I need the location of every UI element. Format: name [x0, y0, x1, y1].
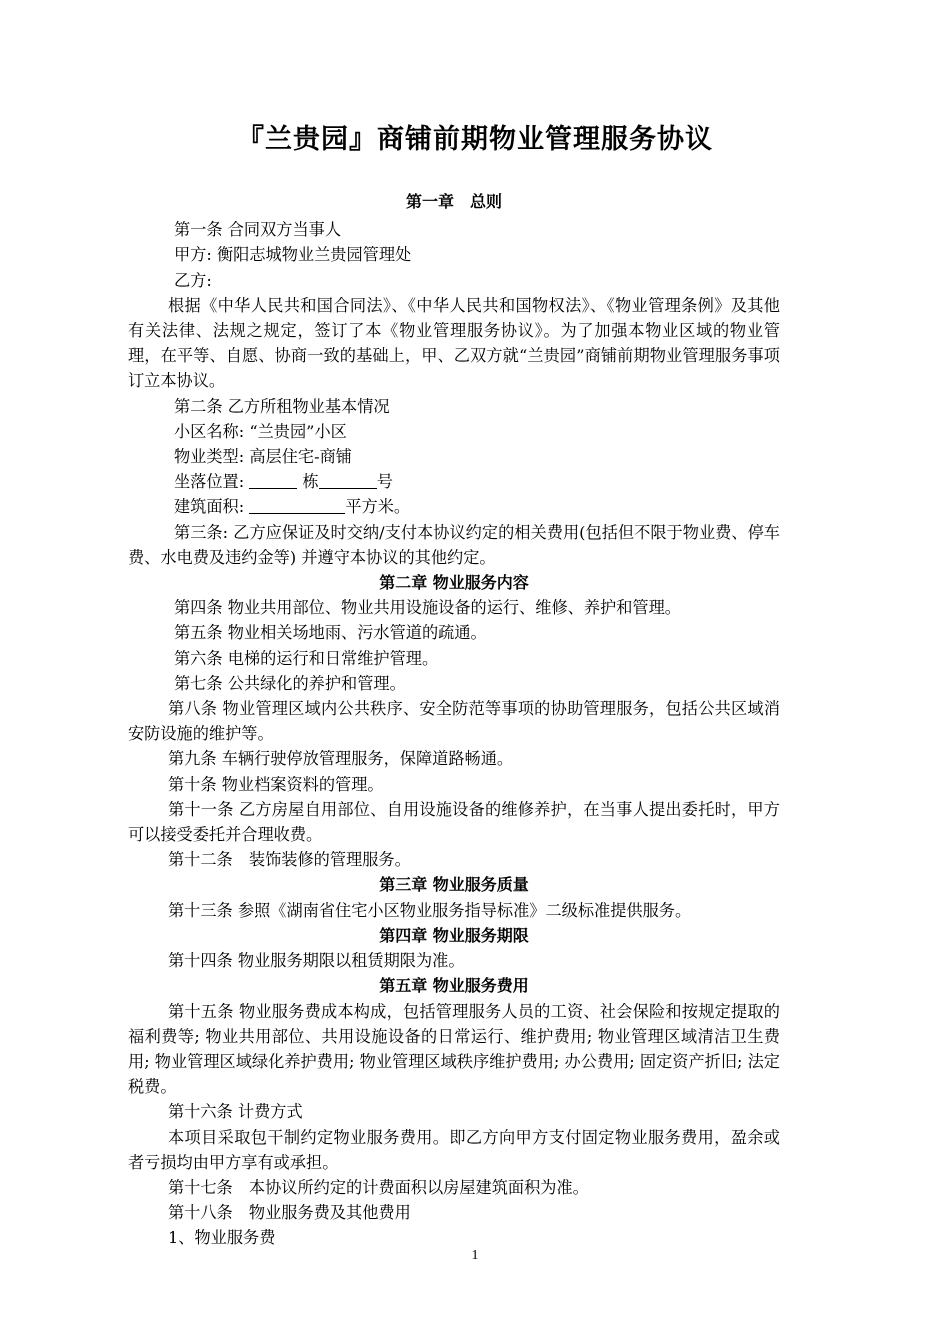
article-13: 第十三条 参照《湖南省住宅小区物业服务指导标准》二级标准提供服务。 — [168, 900, 692, 920]
location-end: 号 — [376, 472, 393, 492]
fee-item-1: 1、物业服务费 — [168, 1228, 276, 1248]
article-14: 第十四条 物业服务期限以租赁期限为准。 — [168, 951, 465, 971]
property-location — [128, 469, 780, 494]
chapter-1-heading: 第一章 总则 — [405, 192, 502, 211]
article-10: 第十条 物业档案资料的管理。 — [168, 774, 384, 794]
article-7: 第七条 公共绿化的养护和管理。 — [174, 673, 406, 693]
article-5: 第五条 物业相关场地雨、污水管道的疏通。 — [174, 623, 487, 643]
article-17: 第十七条 本协议所约定的计费面积以房屋建筑面积为准。 — [168, 1177, 589, 1197]
article-9: 第九条 车辆行驶停放管理服务，保障道路畅通。 — [168, 749, 514, 769]
party-b: 乙方: — [174, 270, 212, 290]
location-label: 坐落位置: — [174, 472, 245, 492]
article-3: 第三条: 乙方应保证及时交纳/支付本协议约定的相关费用(包括但不限于物业费、停车费、水电费及违约金等) 并遵守本协议的其他约定。 — [128, 522, 780, 567]
building-number-blank — [249, 472, 297, 489]
building-area — [128, 494, 780, 519]
area-blank — [249, 497, 345, 514]
article-6: 第六条 电梯的运行和日常维护管理。 — [174, 648, 439, 668]
chapter-2-heading: 第二章 物业服务内容 — [379, 573, 529, 593]
page-number: 1 — [471, 1248, 479, 1263]
chapter-4-heading: 第四章 物业服务期限 — [379, 925, 529, 945]
document-body — [128, 189, 780, 1251]
article-15: 第十五条 物业服务费成本构成，包括管理服务人员的工资、社会保险和按规定提取的福利费等; 物业共用部位、共用设施设备的日常运行、维护费用; 物业管理区域清洁卫生费用; 物业管理区域绿化养护费用; 物业管理区域秩序维护费用; 办公费用; 固定资产折旧; 法定税费。 — [128, 1001, 780, 1097]
area-label: 建筑面积: — [174, 497, 245, 517]
unit-number-blank — [319, 472, 377, 489]
party-a: 甲方: 衡阳志城物业兰贵园管理处 — [174, 245, 412, 265]
article-8: 第八条 物业管理区域内公共秩序、安全防范等事项的协助管理服务，包括公共区域消安防设施的维护等。 — [128, 699, 780, 744]
article-4: 第四条 物业共用部位、物业共用设施设备的运行、维修、养护和管理。 — [174, 598, 681, 618]
article-1: 第一条 合同双方当事人 — [174, 220, 342, 240]
community-name: 小区名称: “兰贵园”小区 — [174, 421, 347, 441]
chapter-5-heading: 第五章 物业服务费用 — [379, 976, 529, 996]
article-16: 第十六条 计费方式 — [168, 1102, 303, 1122]
area-unit: 平方米。 — [345, 497, 411, 517]
article-11: 第十一条 乙方房屋自用部位、自用设施设备的维修养护，在当事人提出委托时，甲方可以接受委托并合理收费。 — [128, 799, 780, 845]
article-12: 第十二条 装饰装修的管理服务。 — [168, 850, 411, 870]
property-type: 物业类型: 高层住宅-商铺 — [174, 447, 352, 467]
article-16-body: 本项目采取包干制约定物业服务费用。即乙方向甲方支付固定物业服务费用，盈余或者亏损均由甲方享有或承担。 — [128, 1127, 780, 1172]
document-title: 『兰贵园』商铺前期物业管理服务协议 — [237, 124, 713, 155]
chapter-3-heading: 第三章 物业服务质量 — [379, 875, 529, 895]
agreement-basis: 根据《中华人民共和国合同法》、《中华人民共和国物权法》、《物业管理条例》及其他有关法律、法规之规定，签订了本《物业管理服务协议》。为了加强本物业区域的物业管理，在平等、自愿、协商一致的基础上，甲、乙双方就“兰贵园”商铺前期物业管理服务事项订立本协议。 — [128, 295, 780, 391]
article-18: 第十八条 物业服务费及其他费用 — [168, 1203, 411, 1223]
article-2: 第二条 乙方所租物业基本情况 — [174, 396, 390, 416]
location-mid: 栋 — [302, 472, 319, 492]
